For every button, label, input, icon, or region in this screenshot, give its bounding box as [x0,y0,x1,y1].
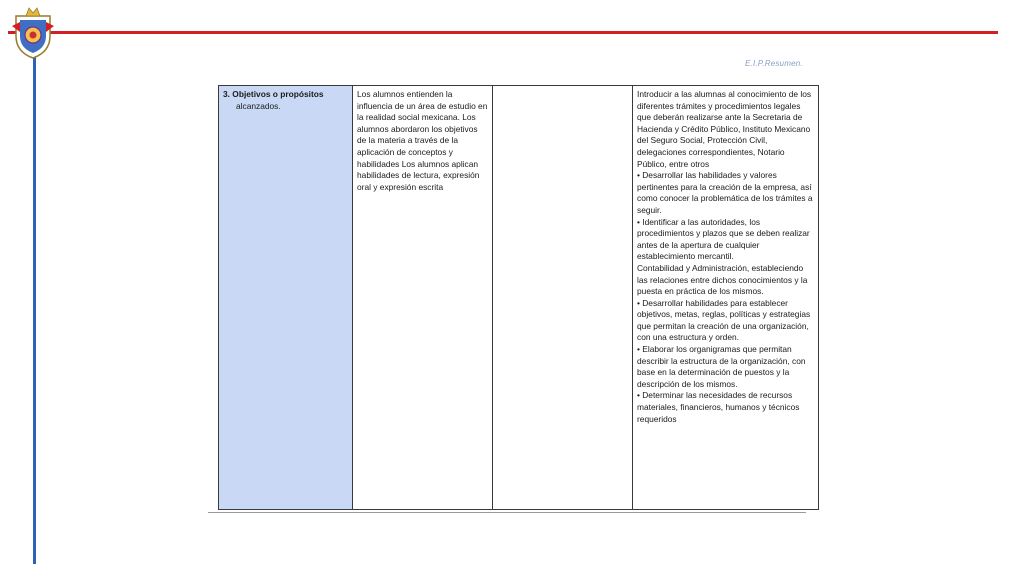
objective-paragraph: Contabilidad y Administración, estableciendo las relaciones entre dichos conocimientos y la puesta en práctica de los mismos. [637,262,808,297]
objective-paragraph: • Elaborar los organigramas que permitan describir la estructura de la organización, con base en la determinación de puestos y la descripción de los mismos. [637,344,806,389]
school-crest-icon [10,4,56,60]
table-row [219,86,819,510]
objective-paragraph: • Identificar a las autoridades, los procedimientos y plazos que se deben realizar antes de la apertura de cualquier establecimiento mercantil. [637,216,810,262]
empty-cell [493,86,633,510]
objective-paragraph: • Desarrollar las habilidades y valores pertinentes para la creación de la empresa, así como conocer la problemática de los trámites a seguir. [637,170,813,215]
objective-paragraph: • Determinar las necesidades de recursos materiales, financieros, humanos y técnicos requeridos [637,390,800,424]
header-note: E.I.P.Resumen. [745,59,803,68]
left-blue-rule [33,20,36,564]
objective-paragraph: Introducir a las alumnas al conocimiento de los diferentes trámites y procedimientos legales que deberán realizarse ante la Secretaria de Hacienda y Crédito Público, Instituto Mexicano del Seguro Social, Protección Civil, delegaciones correspondientes, Notario Público, entre otros [637,89,812,169]
learned-cell [353,86,493,510]
objectives-cell [633,86,819,510]
footer-rule [208,512,806,513]
objectives-table [218,85,819,510]
label-subtitle: alcanzados. [236,100,281,111]
learned-text: Los alumnos entienden la influencia de un área de estudio en la realidad social mexicana. Los alumnos abordaron los objetivos de la materia a través de la aplicación de conceptos y habilidades Los alumnos aplican habilidades de lectura, expresión oral y expresión escrita [357,89,488,192]
label-title: 3. Objetivos o propósitos [223,89,324,99]
objective-paragraph: • Desarrollar habilidades para establecer objetivos, metas, reglas, políticas y estrategias que permitan la creación de una organización, con una estructura y orden. [637,297,811,343]
header-red-rule [8,31,998,34]
label-cell [219,86,353,510]
